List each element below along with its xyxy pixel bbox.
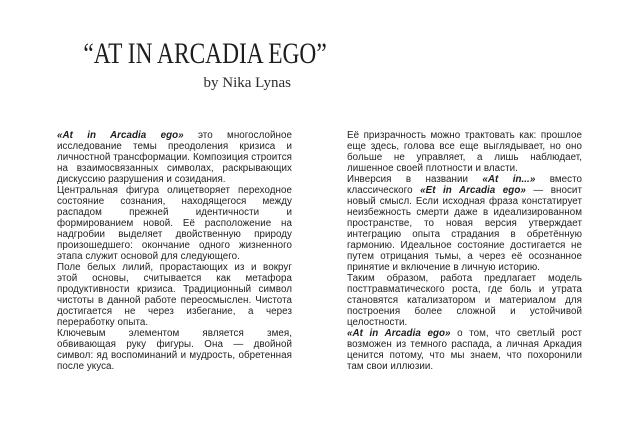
paragraph [57,130,292,185]
text-run: Инверсия в названии [347,174,483,185]
paragraph [347,273,582,328]
text-run: Центральная фигура олицетворяет переходное состояние сознания, находящегося между распадом прежней идентичности и формированием новой. Её расположение на надгробии выделяет двойственную природу произошедшего: окончание одного жизненного этапа служит основой для следующего. [57,185,292,262]
latin-phrase: «At in Arcadia ego» [57,130,184,141]
text-run: Поле белых лилий, прорастающих из и вокруг этой основы, считывается как метафора продуктивности кризиса. Традиционный символ чистоты в данной работе переосмыслен. Чистота достигается не через избегание, а через переработку опыта. [57,262,292,328]
text-run: Таким образом, работа предлагает модель посттравматического роста, где боль и утрата становятся катализатором и материалом для построения более сложной и устойчивой целостности. [347,273,582,328]
right-column [347,130,582,372]
paragraph [347,328,582,372]
latin-phrase: «At in...» [482,174,536,185]
paragraph [57,185,292,262]
text-run: Ключевым элементом является змея, обвивающая руку фигуры. Она — двойной символ: яд воспоминаний и мудрость, обретенная после укуса. [57,328,292,372]
text-run: о том, что светлый рост возможен из темного распада, а личная Аркадия ценится потому, что мы знаем, что похоронили там свои иллюзии. [347,328,582,372]
paragraph [57,262,292,328]
text-run: вместо классического [347,174,582,196]
text-run: это многослойное исследование темы преодоления кризиса и личностной трансформации. Композиция строится на взаимосвязанных символах, раскрывающих дискуссию разрушения и созидания. [57,130,292,185]
paragraph [57,328,292,372]
latin-phrase: «At in Arcadia ego» [347,328,451,339]
latin-phrase: «Et in Arcadia ego» [420,185,526,196]
paragraph [347,174,582,273]
page-title: “AT IN ARCADIA EGO” [83,37,327,70]
byline: by Nika Lynas [203,75,291,91]
left-column [57,130,292,372]
paragraph [347,130,582,174]
text-run: — вносит новый смысл. Если исходная фраза констатирует неизбежность смерти даже в идеализированном пространстве, то новая версия утверждает интеграцию опыта страдания в обретённую гармонию. Идеальное состояние достигается не путем отрицания тьмы, а через её осознанное принятие и включение в личную историю. [347,185,582,273]
text-columns [57,130,583,372]
title-block [57,37,327,91]
text-run: Её призрачность можно трактовать как: прошлое еще здесь, голова все еще выглядывает, но оно больше не управляет, а лишь наблюдает, лишенное своей плотности и власти. [347,130,582,174]
